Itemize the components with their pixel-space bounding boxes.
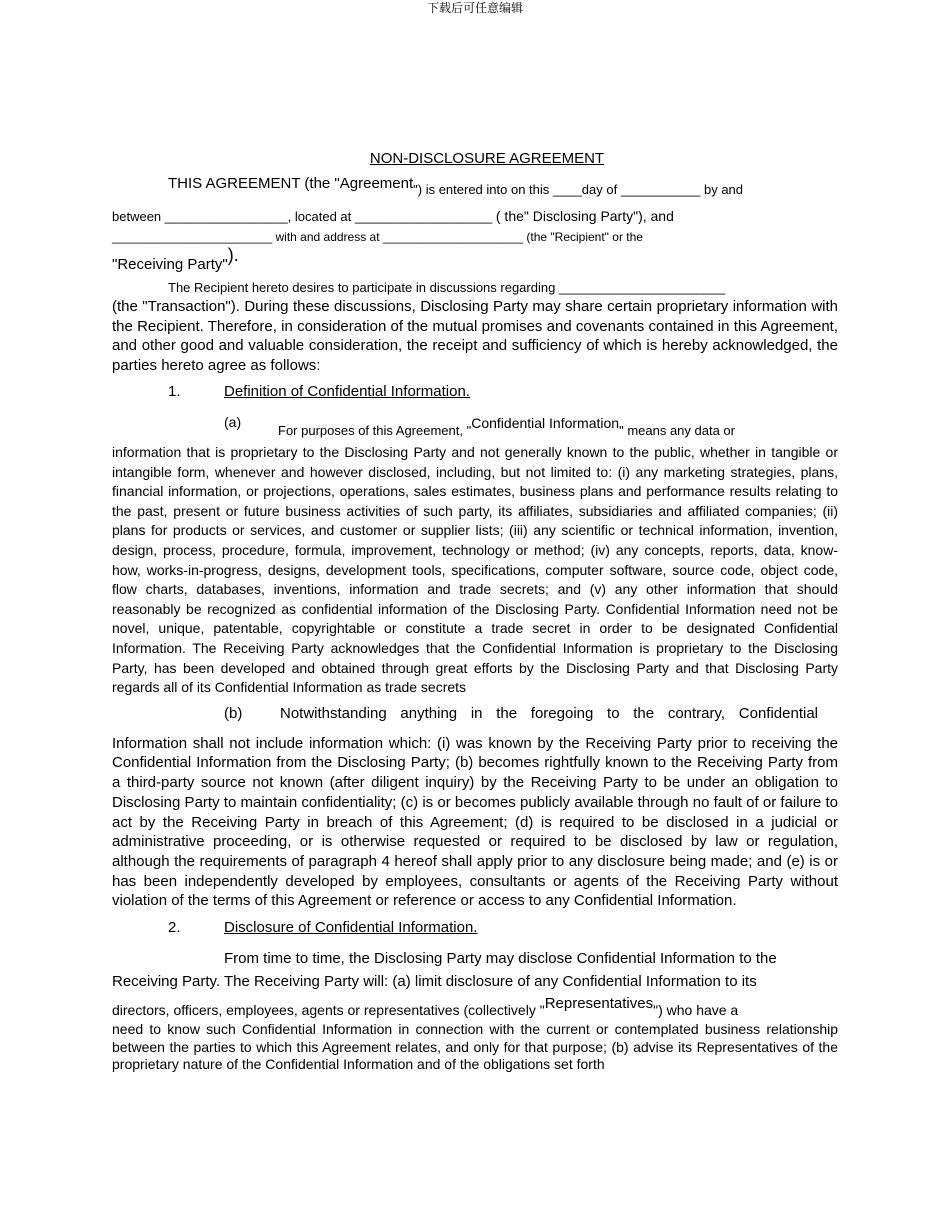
section-1a-term: Confidential Information <box>471 415 620 431</box>
intro-line-2 <box>112 206 838 227</box>
intro-line-4a: "Receiving Party" <box>112 256 228 273</box>
section-2-p1-third <box>112 995 838 1021</box>
section-2-p1-first: From time to time, the Disclosing Party may disclose Confidential Information to the <box>224 950 777 968</box>
intro-line-1a: THIS AGREEMENT (the "Agreement <box>168 175 414 192</box>
intro-line-1b: ") is entered into on this ____day of ___________ by and <box>413 182 744 197</box>
section-1b-first-text: Notwithstanding anything in the foregoing to the contrary, Confidential <box>280 704 818 722</box>
intro-line-2a: between _________________, located at ___________________ <box>112 209 496 224</box>
section-1b-label: (b) <box>224 704 243 722</box>
section-2-number: 2. <box>168 919 181 937</box>
section-1a-label: (a) <box>224 414 242 430</box>
intro-line-1 <box>112 174 838 197</box>
section-2-title: Disclosure of Confidential Information. <box>224 919 478 937</box>
intro-line-4b: ). <box>227 245 239 265</box>
intro-line-3: ________________________ with and address at _____________________ (the "Recipient" or the <box>112 230 643 244</box>
section-2-p1-second: Receiving Party. The Receiving Party will: (a) limit disclosure of any Confidential Information to its <box>112 973 757 991</box>
document-page <box>112 150 838 1074</box>
top-note: 下载后可任意编辑 <box>426 1 523 15</box>
recitals-body: (the "Transaction"). During these discussions, Disclosing Party may share certain proprietary information with the Recipient. Therefore, in consideration of the mutual promises and covenants contained in this Agreement, and other good and valuable consideration, the receipt and sufficiency of which is hereby acknowledged, the parties hereto agree as follows: <box>112 298 838 374</box>
section-1a-body: information that is proprietary to the Disclosing Party and not generally known to the public, whether in tangible or intangible form, whenever and however disclosed, including, but not limited to: (i) any marketing strategies, plans, financial information, or projections, operations, sales estimates, business plans and performance results relating to the past, present or future business activities of such party, its affiliates, subsidiaries and affiliated companies; (ii) plans for products or services, and customer or supplier lists; (iii) any scientific or technical information, invention, design, process, procedure, formula, improvement, technology or method; (iv) any concepts, reports, data, know-how, works-in-progress, designs, development tools, specifications, computer software, source code, object code, flow charts, databases, inventions, information and trade secrets; and (v) any other information that should reasonably be recognized as confidential information of the Disclosing Party. Confidential Information need not be novel, unique, patentable, copyrightable or constitute a trade secret in order to be designated Confidential Information. The Receiving Party acknowledges that the Confidential Information is proprietary to the Disclosing Party, has been developed and obtained through great efforts by the Disclosing Party and that Disclosing Party regards all of its Confidential Information as trade secrets <box>112 444 838 696</box>
section-2-heading <box>112 917 838 939</box>
document-title: NON-DISCLOSURE AGREEMENT <box>369 150 605 167</box>
section-1a-first-text <box>278 415 735 440</box>
section-1b-first-line <box>112 704 838 728</box>
recitals-line-1: The Recipient hereto desires to participate in discussions regarding _______________________ <box>168 280 726 295</box>
section-1-heading <box>112 381 838 403</box>
section-2-p1-third-pre: directors, officers, employees, agents or representatives (collectively " <box>112 1002 545 1019</box>
section-1a-first-line <box>112 407 838 443</box>
section-2-term: Representatives <box>544 995 654 1013</box>
section-2-p1-body: need to know such Confidential Information in connection with the current or contemplated business relationship between the parties to which this Agreement relates, and only for that purpose; (b) advise its Representatives of the proprietary nature of the Confidential Information and of the obligations set forth <box>112 1021 838 1073</box>
section-2-p1-third-post: ") who have a <box>653 1002 739 1019</box>
section-1-number: 1. <box>168 383 181 400</box>
intro-line-4 <box>112 245 838 275</box>
section-1b-body: Information shall not include information which: (i) was known by the Receiving Party prior to receiving the Confidential Information from the Disclosing Party; (b) becomes rightfully known to the Receiving Party from a third-party source not known (after diligent inquiry) by the Receiving Party to be under an obligation to Disclosing Party to maintain confidentiality; (c) is or becomes publicly available through no fault of or failure to act by the Receiving Party in breach of this Agreement; (d) is required to be disclosed in a judicial or administrative proceeding, or is otherwise requested or required to be disclosed by law or regulation, although the requirements of paragraph 4 hereof shall apply prior to any disclosure being made; and (e) is or has been independently developed by employees, consultants or agents of the Receiving Party without violation of the terms of this Agreement or reference or access to any Confidential Information. <box>112 734 838 910</box>
intro-line-2b: ( the" Disclosing Party"), and <box>495 208 674 224</box>
section-1a-first-post: " means any data or <box>619 423 735 438</box>
section-1a-first-pre: For purposes of this Agreement, " <box>278 423 472 438</box>
section-1-title: Definition of Confidential Information. <box>224 383 470 400</box>
